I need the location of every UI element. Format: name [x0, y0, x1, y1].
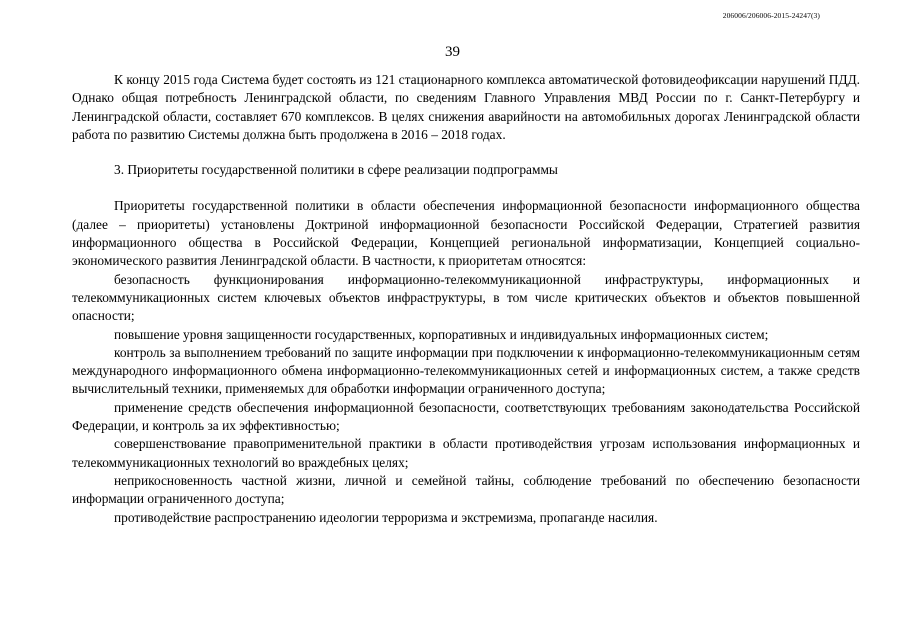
priority-list-item: совершенствование правоприменительной практики в области противодействия угрозам использования информационных и телекоммуникационных технологий во враждебных целях; — [72, 436, 860, 470]
priority-list-item: безопасность функционирования информационно-телекоммуникационной инфраструктуры, информационных и телекоммуникационных систем ключевых объектов инфраструктуры, в том числе критических объектов и объектов повышенной опасности; — [72, 271, 860, 324]
priority-list-item: повышение уровня защищенности государственных, корпоративных и индивидуальных информационных систем; — [114, 326, 769, 342]
priority-list-item: противодействие распространению идеологии терроризма и экстремизма, пропаганде насилия. — [114, 509, 658, 525]
body-paragraph: К концу 2015 года Система будет состоять из 121 стационарного комплекса автоматической фотовидеофиксации нарушений ПДД. Однако общая потребность Ленинградской области, по сведениям Главного Управления МВД России по г. Санкт-Петербургу и Ленинградской области, составляет 670 комплексов. В целях снижения аварийности на автомобильных дорогах Ленинградской области работа по развитию Системы должна быть продолжена в 2016 – 2018 годах. — [72, 72, 860, 142]
page-body — [72, 71, 860, 527]
priority-list-item: неприкосновенность частной жизни, личной и семейной тайны, соблюдение требований по обеспечению безопасности информации ограниченного доступа; — [72, 472, 860, 507]
priorities-intro-paragraph: Приоритеты государственной политики в области обеспечения информационной безопасности информационного общества (далее – приоритеты) установлены Доктриной информационной безопасности Российской Федерации, Стратегией развития информационного общества в Российской Федерации, Концепцией региональной информатизации, Концепцией социально-экономического развития Ленинградской области. В частности, к приоритетам относятся: — [72, 198, 860, 269]
priority-list-item: применение средств обеспечения информационной безопасности, соответствующих требованиям законодательства Российской Федерации, и контроль за их эффективностью; — [72, 399, 860, 434]
document-id: 206006/206006-2015-24247(3) — [722, 11, 820, 20]
section-heading: 3. Приоритеты государственной политики в сфере реализации подпрограммы — [114, 162, 558, 178]
page-number: 39 — [445, 44, 460, 60]
priority-list-item: контроль за выполнением требований по защите информации при подключении к информационно-телекоммуникационным сетям международного информационного обмена информационно-телекоммуникационных сетей и информационных систем, а также средств вычислительный техники, применяемых для обработки информации ограниченного доступа; — [72, 344, 860, 397]
